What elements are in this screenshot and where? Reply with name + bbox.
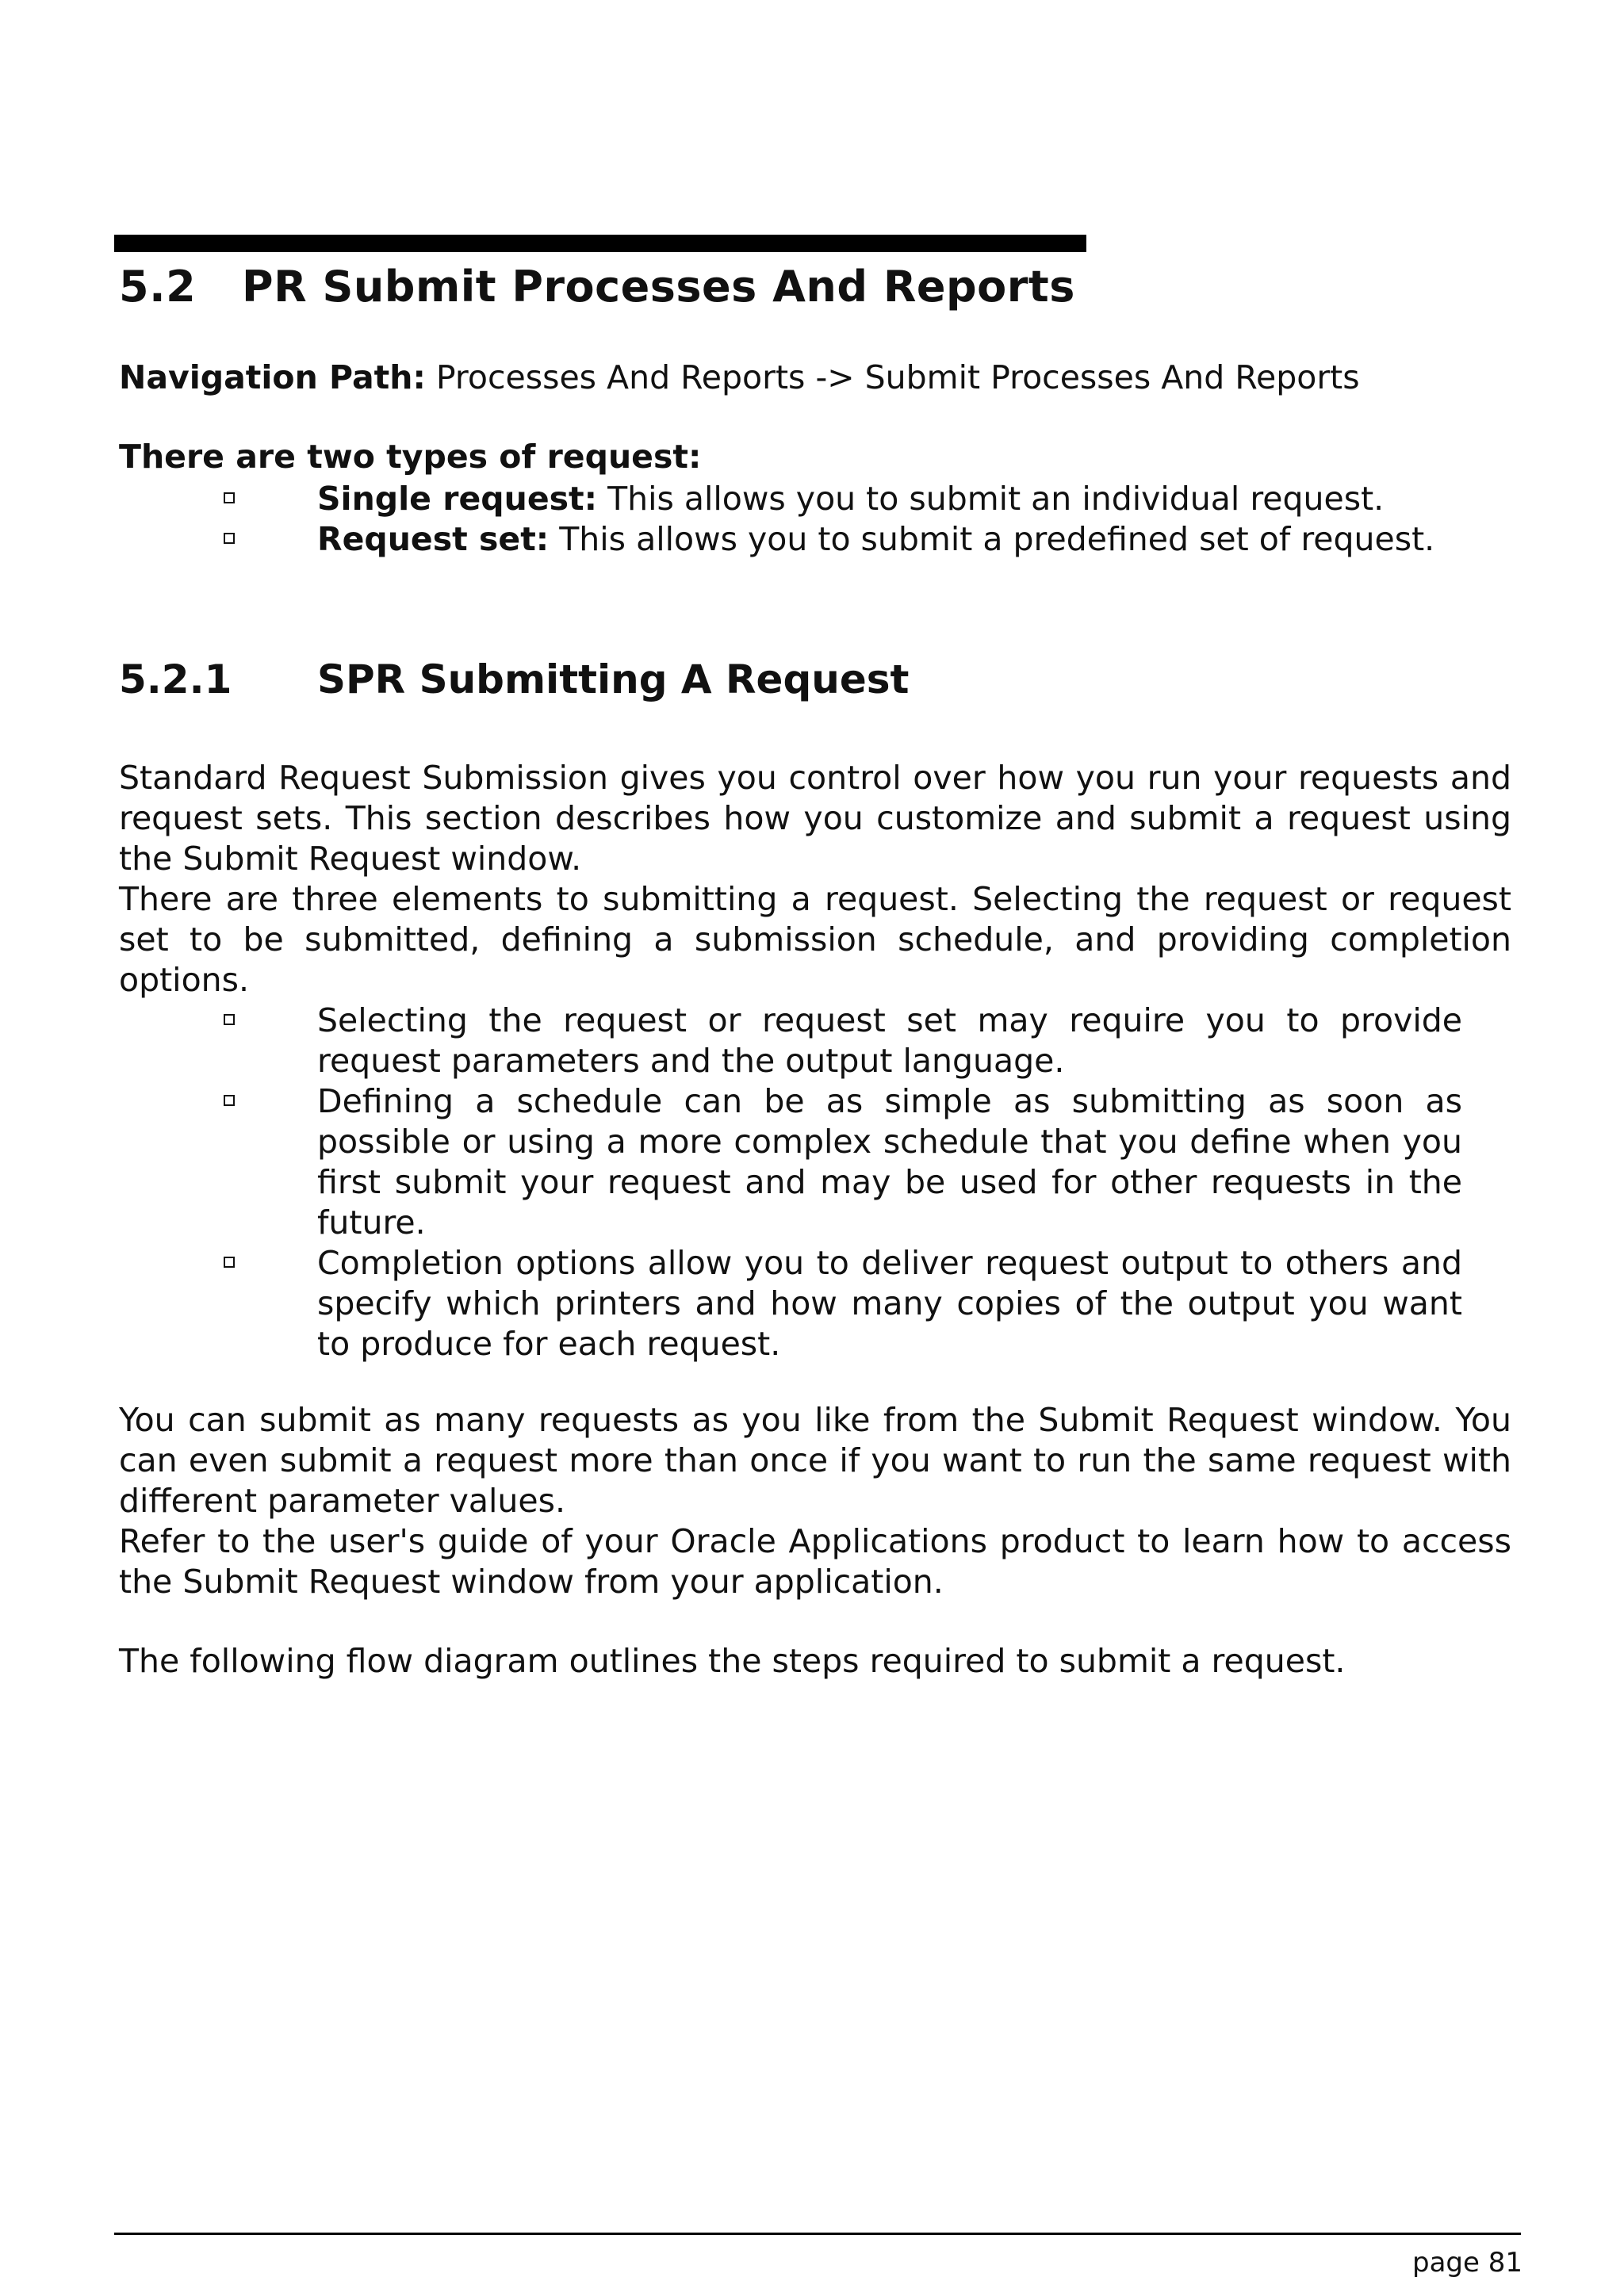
page-number: page 81 — [1412, 2247, 1522, 2279]
element-bullet-text: Completion options allow you to deliver request output to others and specify which printers and how many copies of the output you want to produce for each request. — [317, 1244, 1462, 1363]
section-top-rule — [114, 235, 1086, 252]
request-type-label: Single request: — [317, 480, 598, 518]
checkbox-bullet-icon — [224, 492, 235, 503]
navigation-path — [119, 358, 1360, 396]
element-bullet-text: Selecting the request or request set may require you to provide request parameters and the output language. — [317, 1001, 1462, 1080]
section-heading — [119, 262, 1075, 312]
footer-rule — [114, 2233, 1521, 2235]
list-item — [119, 1001, 1462, 1081]
intro-paragraph: Standard Request Submission gives you control over how you run your requests and request sets. This section describes how you customize and submit a request using the Submit Request window. — [119, 759, 1511, 878]
checkbox-bullet-icon — [224, 1014, 235, 1025]
flow-diagram-intro: The following flow diagram outlines the steps required to submit a request. — [119, 1642, 1346, 1680]
many-requests-paragraph: You can submit as many requests as you like from the Submit Request window. You can even submit a request more than once if you want to run the same request with different parameter values. — [119, 1401, 1511, 1520]
request-type-text: This allows you to submit an individual request. — [607, 480, 1385, 518]
subsection-heading — [119, 656, 909, 702]
checkbox-bullet-icon — [224, 533, 235, 544]
list-item — [119, 1243, 1462, 1364]
list-item — [119, 479, 1434, 519]
list-item — [119, 519, 1434, 560]
section-number: 5.2 — [119, 262, 197, 312]
request-types-heading: There are two types of request: — [119, 438, 702, 476]
elements-bullet-list — [119, 1001, 1462, 1364]
element-bullet-text: Defining a schedule can be as simple as submitting as soon as possible or using a more complex schedule that you define when you first submit your request and may be used for other requests in the future. — [317, 1082, 1462, 1242]
elements-paragraph: There are three elements to submitting a request. Selecting the request or request set to be submitted, defining a submission schedule, and providing completion options. — [119, 880, 1511, 999]
navigation-path-text: Processes And Reports -> Submit Processes And Reports — [435, 358, 1360, 396]
request-type-text: This allows you to submit a predefined set of request. — [559, 520, 1435, 558]
checkbox-bullet-icon — [224, 1095, 235, 1106]
checkbox-bullet-icon — [224, 1257, 235, 1268]
section-title: PR Submit Processes And Reports — [242, 262, 1075, 312]
navigation-label: Navigation Path: — [119, 358, 426, 396]
request-type-label: Request set: — [317, 520, 550, 558]
request-types-list — [119, 479, 1434, 560]
list-item — [119, 1081, 1462, 1243]
subsection-title: SPR Submitting A Request — [317, 656, 910, 702]
refer-paragraph: Refer to the user's guide of your Oracle Applications product to learn how to access the Submit Request window from your application. — [119, 1522, 1511, 1601]
subsection-number: 5.2.1 — [119, 656, 232, 702]
